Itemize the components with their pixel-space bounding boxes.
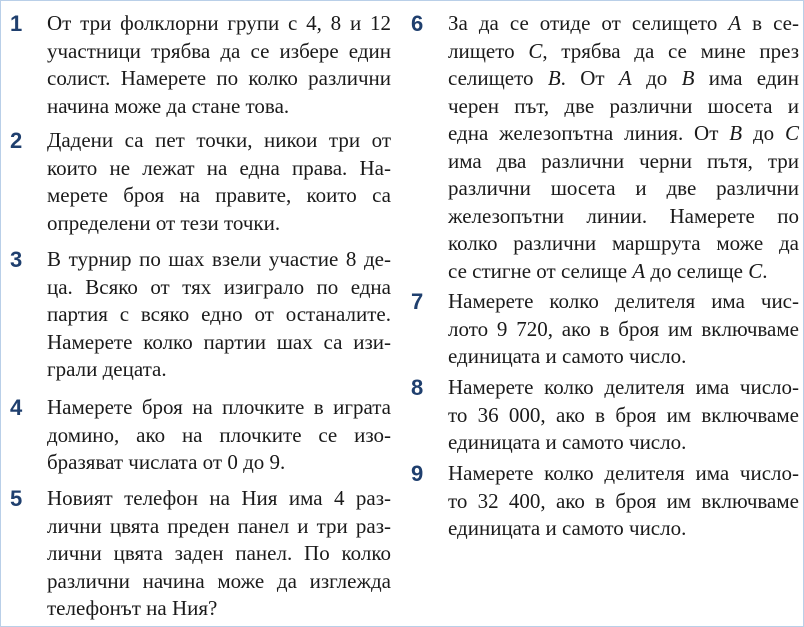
text-line: то 36 000, ако в броя им включваме: [448, 402, 799, 427]
text-line: Дадени са пет точки, никои три от: [47, 128, 391, 152]
problem-number: 3: [10, 247, 23, 272]
text-line: Намерете броя на плочките в играта: [47, 395, 391, 419]
problem-number: 5: [10, 486, 23, 511]
text-line: партия с всяко едно от останалите.: [47, 302, 391, 326]
problem-number: 6: [411, 11, 424, 36]
text-line: ца. Всяко от тях изиграло по една: [47, 274, 391, 299]
text-line: различни шосета и две различни: [448, 176, 799, 200]
text-line: единицата и самото число.: [448, 430, 687, 454]
text-line: то 32 400, ако в броя им включваме: [448, 488, 799, 513]
text-line: Намерете колко делителя има числo-: [448, 461, 799, 485]
problem-text: [47, 10, 391, 120]
text-line: единицата и самото число.: [448, 516, 687, 540]
problem-number: 2: [10, 128, 23, 153]
text-line: В турнир по шах взели участие 8 де-: [47, 247, 391, 271]
problem-number: 9: [411, 461, 424, 486]
text-line: лището C, трябва да се мине през: [448, 38, 799, 63]
problem-text: [47, 394, 391, 477]
problem-text: [47, 485, 391, 623]
text-line: единицата и самото число.: [448, 344, 687, 368]
problem-text: [448, 374, 799, 457]
problem-text: [448, 460, 799, 543]
problem-number: 8: [411, 375, 424, 400]
text-line: лото 9 720, ако в броя им включваме: [448, 316, 799, 341]
text-line: селището B. От A до B има един: [448, 66, 799, 90]
text-line: една железопътна линия. От B до C: [448, 121, 799, 145]
problem-number: 4: [10, 395, 23, 420]
problem-number: 7: [411, 289, 424, 314]
text-line: мерете броя на правите, които са: [47, 183, 391, 207]
text-line: се стигне от селище A до селище C.: [448, 258, 768, 283]
problem-text: [47, 246, 391, 384]
text-line: лични цвята преден панел и три раз-: [47, 513, 391, 538]
text-line: Намерете колко партии шах са изи-: [47, 329, 391, 354]
text-line: участници трябва да се избере един: [47, 38, 391, 63]
text-line: определени от тези точки.: [47, 210, 281, 235]
text-line: От три фолклорни групи с 4, 8 и 12: [47, 11, 391, 35]
text-line: За да се отиде от селището A в се-: [448, 11, 799, 35]
text-line: Намерете колко делителя има числo-: [448, 375, 799, 399]
problem-number: 1: [10, 11, 23, 36]
text-line: лични цвята заден панел. По колко: [47, 541, 391, 565]
problem-text: [448, 10, 799, 285]
text-line: солист. Намерете по колко различни: [47, 66, 391, 90]
text-line: черен път, две различни шосета и: [448, 93, 799, 118]
problem-text: [47, 127, 391, 237]
text-line: има два различни черни пътя, три: [448, 148, 799, 173]
text-line: различни начина може да изглежда: [47, 568, 391, 593]
text-line: начина може да стане това.: [47, 93, 290, 118]
text-line: телефонът на Ния?: [47, 596, 218, 620]
text-line: Намерете колко делителя има чис-: [448, 289, 799, 313]
text-line: домино, ако на плочките се изо-: [47, 422, 391, 447]
problem-text: [448, 288, 799, 371]
text-line: грали децата.: [47, 357, 167, 381]
text-line: Новият телефон на Ния има 4 раз-: [47, 486, 391, 510]
text-line: които не лежат на една права. На-: [47, 155, 391, 180]
text-line: железопътни линии. Намерете по: [448, 203, 799, 228]
text-line: колко различни маршрута може да: [448, 231, 799, 255]
text-line: бразяват числата от 0 до 9.: [47, 450, 286, 474]
